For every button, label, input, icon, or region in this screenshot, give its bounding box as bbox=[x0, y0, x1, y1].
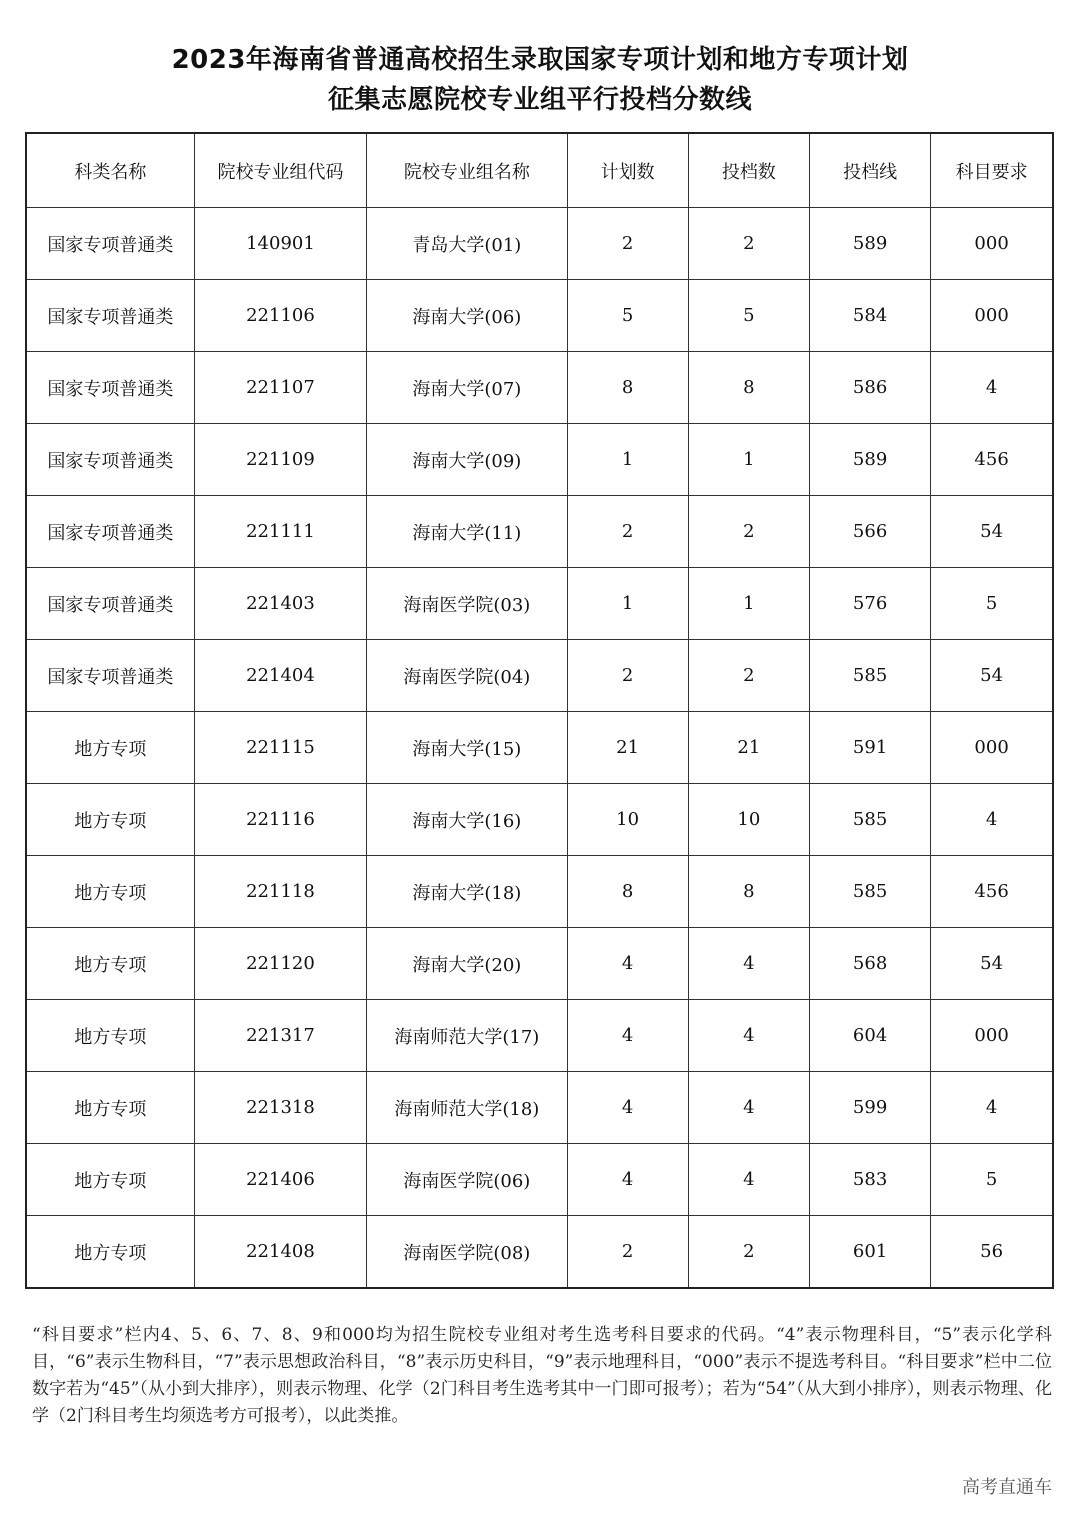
cell-filed-count: 2 bbox=[688, 496, 809, 568]
cell-group-name: 海南大学(18) bbox=[367, 856, 567, 928]
cell-filed-count: 2 bbox=[688, 1216, 809, 1289]
watermark: 高考直通车 bbox=[962, 1477, 1052, 1498]
table-row bbox=[26, 1144, 1053, 1216]
title-line-2: 征集志愿院校专业组平行投档分数线 bbox=[327, 85, 752, 115]
cell-cutoff-score: 589 bbox=[809, 208, 930, 280]
cell-subject-requirement: 54 bbox=[931, 496, 1053, 568]
header-subject-requirement: 科目要求 bbox=[931, 133, 1053, 208]
cell-group-name: 海南医学院(03) bbox=[367, 568, 567, 640]
cell-cutoff-score: 601 bbox=[809, 1216, 930, 1289]
cell-group-code: 221106 bbox=[194, 280, 366, 352]
cell-group-name: 海南医学院(06) bbox=[367, 1144, 567, 1216]
table-row bbox=[26, 1216, 1053, 1289]
cell-category: 国家专项普通类 bbox=[26, 496, 194, 568]
cell-cutoff-score: 604 bbox=[809, 1000, 930, 1072]
cell-cutoff-score: 591 bbox=[809, 712, 930, 784]
cell-plan-count: 5 bbox=[567, 280, 688, 352]
cell-cutoff-score: 585 bbox=[809, 856, 930, 928]
cell-plan-count: 2 bbox=[567, 208, 688, 280]
cell-group-code: 221403 bbox=[194, 568, 366, 640]
cell-category: 国家专项普通类 bbox=[26, 640, 194, 712]
cell-filed-count: 4 bbox=[688, 928, 809, 1000]
cell-plan-count: 4 bbox=[567, 928, 688, 1000]
cell-filed-count: 4 bbox=[688, 1000, 809, 1072]
table-row bbox=[26, 1000, 1053, 1072]
cell-filed-count: 21 bbox=[688, 712, 809, 784]
table-row bbox=[26, 1072, 1053, 1144]
cell-group-code: 221118 bbox=[194, 856, 366, 928]
cell-subject-requirement: 56 bbox=[931, 1216, 1053, 1289]
cell-category: 地方专项 bbox=[26, 1000, 194, 1072]
cell-plan-count: 10 bbox=[567, 784, 688, 856]
cell-category: 地方专项 bbox=[26, 1216, 194, 1289]
cell-plan-count: 2 bbox=[567, 1216, 688, 1289]
table-row bbox=[26, 568, 1053, 640]
header-plan-count: 计划数 bbox=[567, 133, 688, 208]
cell-category: 地方专项 bbox=[26, 1144, 194, 1216]
cell-group-code: 221408 bbox=[194, 1216, 366, 1289]
table-row bbox=[26, 928, 1053, 1000]
cell-category: 国家专项普通类 bbox=[26, 568, 194, 640]
header-group-name: 院校专业组名称 bbox=[367, 133, 567, 208]
cell-subject-requirement: 000 bbox=[931, 1000, 1053, 1072]
cell-group-code: 140901 bbox=[194, 208, 366, 280]
document-title bbox=[0, 40, 1080, 120]
cell-group-name: 海南大学(20) bbox=[367, 928, 567, 1000]
cell-plan-count: 4 bbox=[567, 1072, 688, 1144]
cell-plan-count: 1 bbox=[567, 568, 688, 640]
cell-group-name: 海南大学(15) bbox=[367, 712, 567, 784]
cell-group-name: 海南大学(11) bbox=[367, 496, 567, 568]
cell-group-name: 海南大学(16) bbox=[367, 784, 567, 856]
cell-filed-count: 5 bbox=[688, 280, 809, 352]
cell-category: 地方专项 bbox=[26, 1072, 194, 1144]
cell-subject-requirement: 54 bbox=[931, 928, 1053, 1000]
cell-category: 国家专项普通类 bbox=[26, 280, 194, 352]
cell-cutoff-score: 568 bbox=[809, 928, 930, 1000]
table-row bbox=[26, 856, 1053, 928]
cell-group-name: 海南师范大学(18) bbox=[367, 1072, 567, 1144]
cell-subject-requirement: 5 bbox=[931, 1144, 1053, 1216]
cell-cutoff-score: 584 bbox=[809, 280, 930, 352]
cell-group-name: 海南师范大学(17) bbox=[367, 1000, 567, 1072]
cell-plan-count: 4 bbox=[567, 1144, 688, 1216]
cell-plan-count: 8 bbox=[567, 856, 688, 928]
cell-filed-count: 1 bbox=[688, 568, 809, 640]
cell-cutoff-score: 566 bbox=[809, 496, 930, 568]
cell-filed-count: 2 bbox=[688, 208, 809, 280]
cell-category: 地方专项 bbox=[26, 928, 194, 1000]
cell-category: 国家专项普通类 bbox=[26, 424, 194, 496]
cell-cutoff-score: 586 bbox=[809, 352, 930, 424]
table-row bbox=[26, 712, 1053, 784]
table-row bbox=[26, 280, 1053, 352]
table-row bbox=[26, 784, 1053, 856]
cell-subject-requirement: 54 bbox=[931, 640, 1053, 712]
table-row bbox=[26, 640, 1053, 712]
cell-group-name: 青岛大学(01) bbox=[367, 208, 567, 280]
cell-filed-count: 4 bbox=[688, 1072, 809, 1144]
cell-group-code: 221318 bbox=[194, 1072, 366, 1144]
cell-group-code: 221404 bbox=[194, 640, 366, 712]
cell-group-code: 221115 bbox=[194, 712, 366, 784]
cell-subject-requirement: 456 bbox=[931, 856, 1053, 928]
cell-group-name: 海南大学(09) bbox=[367, 424, 567, 496]
cell-filed-count: 8 bbox=[688, 856, 809, 928]
cell-filed-count: 10 bbox=[688, 784, 809, 856]
footnote: “科目要求”栏内4、5、6、7、8、9和000均为招生院校专业组对考生选考科目要求的代码。“4”表示物理科目，“5”表示化学科目，“6”表示生物科目，“7”表示思想政治科目，“8”表示历史科目，“9”表示地理科目，“000”表示不提选考科目。“科目要求”栏中二位数字若为“45”（从小到大排序），则表示物理、化学（2门科目考生选考其中一门即可报考）；若为“54”（从大到小排序），则表示物理、化学（2门科目考生均须选考方可报考），以此类推。 bbox=[32, 1325, 1052, 1426]
table-row bbox=[26, 496, 1053, 568]
cell-plan-count: 4 bbox=[567, 1000, 688, 1072]
cell-filed-count: 1 bbox=[688, 424, 809, 496]
cell-group-code: 221317 bbox=[194, 1000, 366, 1072]
cell-group-name: 海南大学(07) bbox=[367, 352, 567, 424]
cell-plan-count: 2 bbox=[567, 496, 688, 568]
cell-category: 国家专项普通类 bbox=[26, 208, 194, 280]
cell-subject-requirement: 000 bbox=[931, 208, 1053, 280]
header-category: 科类名称 bbox=[26, 133, 194, 208]
score-table bbox=[25, 132, 1054, 1289]
cell-group-code: 221109 bbox=[194, 424, 366, 496]
cell-cutoff-score: 583 bbox=[809, 1144, 930, 1216]
cell-group-code: 221406 bbox=[194, 1144, 366, 1216]
table-row bbox=[26, 424, 1053, 496]
title-line-1: 2023年海南省普通高校招生录取国家专项计划和地方专项计划 bbox=[171, 45, 909, 75]
cell-plan-count: 8 bbox=[567, 352, 688, 424]
header-group-code: 院校专业组代码 bbox=[194, 133, 366, 208]
cell-filed-count: 2 bbox=[688, 640, 809, 712]
cell-subject-requirement: 4 bbox=[931, 1072, 1053, 1144]
cell-plan-count: 1 bbox=[567, 424, 688, 496]
cell-group-code: 221120 bbox=[194, 928, 366, 1000]
cell-plan-count: 21 bbox=[567, 712, 688, 784]
cell-group-name: 海南大学(06) bbox=[367, 280, 567, 352]
cell-cutoff-score: 589 bbox=[809, 424, 930, 496]
cell-filed-count: 8 bbox=[688, 352, 809, 424]
table-header-row bbox=[26, 133, 1053, 208]
cell-cutoff-score: 585 bbox=[809, 784, 930, 856]
cell-category: 地方专项 bbox=[26, 856, 194, 928]
cell-filed-count: 4 bbox=[688, 1144, 809, 1216]
cell-group-code: 221111 bbox=[194, 496, 366, 568]
cell-cutoff-score: 576 bbox=[809, 568, 930, 640]
cell-plan-count: 2 bbox=[567, 640, 688, 712]
table-row bbox=[26, 208, 1053, 280]
cell-cutoff-score: 585 bbox=[809, 640, 930, 712]
cell-group-code: 221116 bbox=[194, 784, 366, 856]
cell-subject-requirement: 4 bbox=[931, 784, 1053, 856]
cell-subject-requirement: 000 bbox=[931, 280, 1053, 352]
cell-subject-requirement: 4 bbox=[931, 352, 1053, 424]
cell-group-code: 221107 bbox=[194, 352, 366, 424]
header-cutoff-score: 投档线 bbox=[809, 133, 930, 208]
cell-subject-requirement: 456 bbox=[931, 424, 1053, 496]
cell-group-name: 海南医学院(04) bbox=[367, 640, 567, 712]
cell-category: 地方专项 bbox=[26, 784, 194, 856]
header-filed-count: 投档数 bbox=[688, 133, 809, 208]
cell-cutoff-score: 599 bbox=[809, 1072, 930, 1144]
cell-category: 国家专项普通类 bbox=[26, 352, 194, 424]
cell-subject-requirement: 5 bbox=[931, 568, 1053, 640]
cell-group-name: 海南医学院(08) bbox=[367, 1216, 567, 1289]
cell-subject-requirement: 000 bbox=[931, 712, 1053, 784]
cell-category: 地方专项 bbox=[26, 712, 194, 784]
table-row bbox=[26, 352, 1053, 424]
